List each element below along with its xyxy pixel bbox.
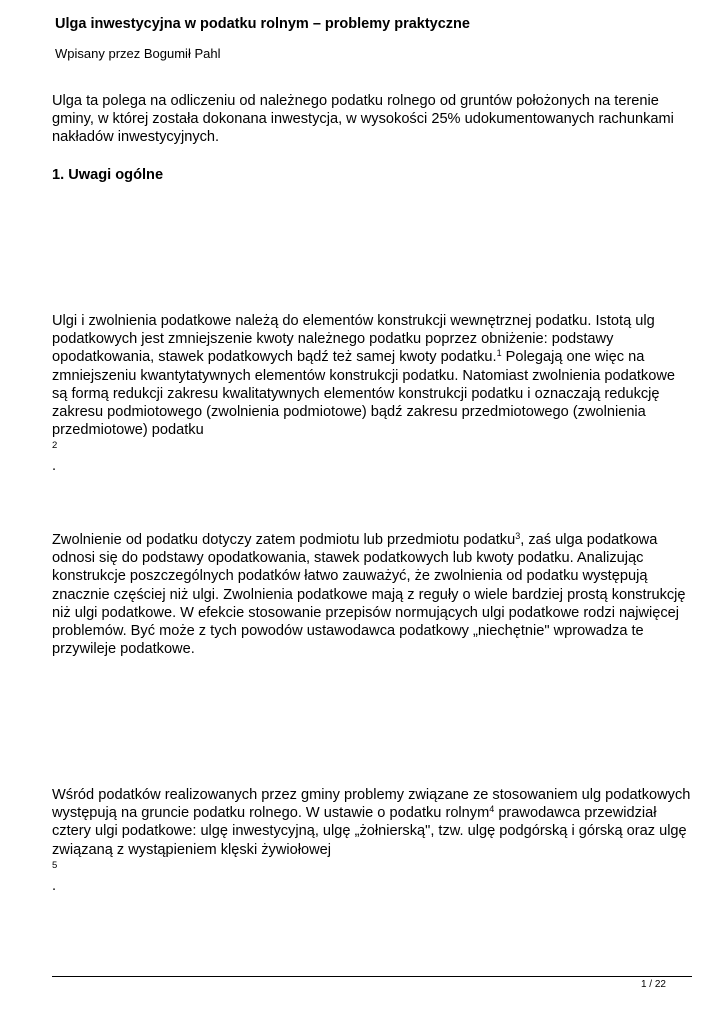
author-line: Wpisany przez Bogumił Pahl (55, 46, 221, 61)
footnote-ref[interactable]: 3 (515, 531, 521, 541)
paragraph-text: , zaś ulga podatkowa odnosi się do podstawy opodatkowania, stawek podatkowych lub kwoty podatku. Analizując konstrukcje poszczególnych podatków łatwo zauważyć, że zwolnienia od podatku występują znacznie częściej niż ulgi. Zwolnienia podatkowe mają z reguły o wiele bardziej prostą konstrukcję niż ulgi podatkowe. W efekcie stosowanie przepisów normujących ulgi podatkowe rodzi najwięcej problemów. Być może z tych powodów ustawodawca podatkowy „niechętnie" wprowadza te przywileje podatkowe. (52, 532, 686, 658)
footnote-ref[interactable]: 1 (496, 348, 502, 359)
footnote-ref[interactable]: 5 (52, 860, 58, 871)
sentence-end-dot: . (52, 458, 57, 474)
paragraph-3 (52, 786, 692, 859)
page-number: 1 / 22 (640, 979, 666, 990)
paragraph-text: Wśród podatków realizowanych przez gminy problemy związane ze stosowaniem ulg podatkowych występują na gruncie podatku rolnego. W ustawie o podatku rolnym (52, 787, 691, 822)
paragraph-text: prawodawca przewidział cztery ulgi podatkowe: ulgę inwestycyjną, ulgę „żołnierską", tzw. ulgę podgórską i górską oraz ulgę związaną z wystąpieniem klęski żywiołowej (52, 805, 687, 858)
section-heading: 1. Uwagi ogólne (52, 167, 164, 183)
paragraph-1 (52, 312, 692, 439)
intro-paragraph: Ulga ta polega na odliczeniu od należnego podatku rolnego od gruntów położonych na terenie gminy, w której została dokonana inwestycja, w wysokości 25% udokumentowanych rachunkami nakładów inwestycyjnych. (52, 93, 674, 146)
footer-divider (52, 976, 692, 977)
paragraph-text: Zwolnienie od podatku dotyczy zatem podmiotu lub przedmiotu podatku (52, 532, 516, 548)
footnote-ref[interactable]: 2 (52, 440, 58, 451)
footnote-ref[interactable]: 4 (489, 804, 495, 815)
paragraph-text: Polegają one więc na zmniejszeniu kwantytatywnych elementów konstrukcji podatku. Natomiast zwolnienia podatkowe są formą redukcji zakresu kwalitatywnych elementów konstrukcji podatku i oznaczają redukcję zakresu podmiotowego (zwolnienia podmiotowe) bądź zakresu przedmiotowego (zwolnienia przedmiotowe) podatku (52, 349, 675, 439)
document-title: Ulga inwestycyjna w podatku rolnym – problemy praktyczne (55, 16, 470, 32)
page-header (0, 0, 725, 70)
paragraph-2 (52, 531, 692, 658)
sentence-end-dot: . (52, 878, 57, 894)
paragraph-text: Ulgi i zwolnienia podatkowe należą do elementów konstrukcji wewnętrznej podatku. Istotą ulg podatkowych jest zmniejszenie kwoty należnego podatku poprzez obniżenie: podstawy opodatkowania, stawek podatkowych bądź też samej kwoty podatku. (52, 313, 655, 366)
